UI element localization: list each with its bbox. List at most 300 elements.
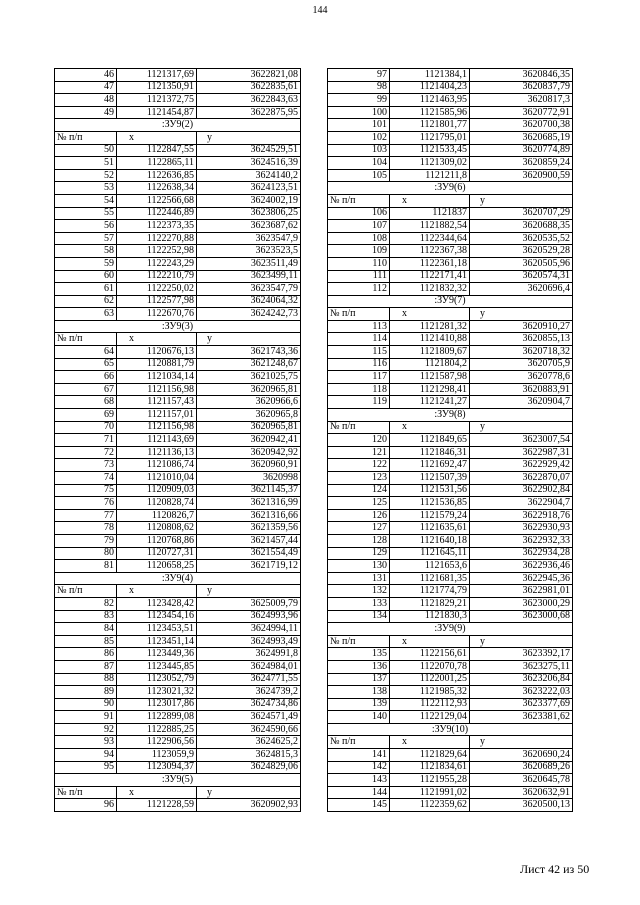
coord-x-cell: 1122070,78 [390,660,470,673]
point-number-cell: 117 [328,371,390,384]
coord-y-cell: 3622987,31 [470,446,573,459]
point-number-cell: 121 [328,446,390,459]
section-row [328,409,573,422]
coord-y-cell: 3624625,2 [197,736,301,749]
header-row [328,736,573,749]
header-row [55,333,301,346]
coord-y-cell: 3624516,39 [197,157,301,170]
table-row [328,547,573,560]
coord-x-cell: 1120828,74 [117,497,197,510]
coord-y-cell: 3623000,29 [470,597,573,610]
coord-x-cell: 1121829,64 [390,749,470,762]
table-row [328,648,573,661]
header-row [328,421,573,434]
coord-y-cell: 3623392,17 [470,648,573,661]
table-row [328,119,573,132]
coord-x-cell: 1121882,54 [390,220,470,233]
coord-y-cell: 3622945,36 [470,572,573,585]
header-row [55,131,301,144]
table-row [328,711,573,724]
point-number-cell: 76 [55,497,117,510]
coord-y-cell: 3624590,66 [197,723,301,736]
coord-y-cell: 3621359,56 [197,522,301,535]
table-row [55,157,301,170]
coord-y-cell: 3624242,73 [197,308,301,321]
coord-y-cell: 3621554,49 [197,547,301,560]
coord-y-header: y [470,421,573,434]
coord-x-cell: 1122670,76 [117,308,197,321]
table-row [55,736,301,749]
table-row [55,169,301,182]
point-number-cell: 95 [55,761,117,774]
coord-x-cell: 1121228,59 [117,799,197,812]
point-number-cell: 143 [328,774,390,787]
coord-x-cell: 1121837 [390,207,470,220]
coord-x-cell: 1121635,61 [390,522,470,535]
coord-x-cell: 1121653,6 [390,560,470,573]
coord-y-cell: 3624829,06 [197,761,301,774]
table-row [328,459,573,472]
table-row [55,484,301,497]
table-row [55,673,301,686]
table-row [328,220,573,233]
coord-y-cell: 3623222,03 [470,686,573,699]
coord-y-cell: 3620707,29 [470,207,573,220]
coordinates-table-left [54,68,301,812]
coord-y-cell: 3622936,46 [470,560,573,573]
coord-x-cell: 1122577,98 [117,295,197,308]
table-row [55,270,301,283]
coord-x-cell: 1121309,02 [390,157,470,170]
table-row [55,635,301,648]
point-number-cell: 67 [55,383,117,396]
point-number-header: № п/п [55,585,117,598]
coord-x-cell: 1122156,61 [390,648,470,661]
coord-y-cell: 3621457,44 [197,534,301,547]
table-row [328,333,573,346]
coord-y-cell: 3624993,49 [197,635,301,648]
point-number-cell: 104 [328,157,390,170]
coord-y-cell: 3624140,2 [197,169,301,182]
point-number-cell: 83 [55,610,117,623]
coord-y-cell: 3622902,84 [470,484,573,497]
coord-y-cell: 3620690,24 [470,749,573,762]
coord-x-cell: 1121350,91 [117,81,197,94]
point-number-cell: 139 [328,698,390,711]
coord-y-cell: 3621743,36 [197,346,301,359]
coord-x-cell: 1121281,32 [390,320,470,333]
point-number-cell: 89 [55,686,117,699]
section-label: :ЗУ9(6) [328,182,573,195]
table-row [328,69,573,82]
coord-x-cell: 1122885,25 [117,723,197,736]
coord-y-cell: 3620688,35 [470,220,573,233]
point-number-cell: 141 [328,749,390,762]
coord-x-cell: 1122899,08 [117,711,197,724]
point-number-cell: 87 [55,660,117,673]
point-number-cell: 59 [55,257,117,270]
table-row [328,446,573,459]
point-number-cell: 47 [55,81,117,94]
coord-y-cell: 3624734,86 [197,698,301,711]
point-number-cell: 135 [328,648,390,661]
table-row [328,371,573,384]
point-number-header: № п/п [328,635,390,648]
table-row [328,257,573,270]
coord-y-cell: 3620574,31 [470,270,573,283]
coord-x-cell: 1121585,96 [390,106,470,119]
coord-x-cell: 1121136,13 [117,446,197,459]
coord-y-cell: 3620965,81 [197,421,301,434]
point-number-cell: 65 [55,358,117,371]
coord-y-cell: 3623687,62 [197,220,301,233]
coord-y-cell: 3620700,38 [470,119,573,132]
table-row [328,94,573,107]
coord-y-cell: 3621025,75 [197,371,301,384]
coord-x-header: x [117,131,197,144]
point-number-cell: 128 [328,534,390,547]
table-row [55,799,301,812]
header-row [328,635,573,648]
table-row [328,81,573,94]
table-row [55,182,301,195]
sheet-counter: Лист 42 из 50 [520,862,590,876]
coord-x-header: x [117,585,197,598]
table-row [328,597,573,610]
point-number-cell: 88 [55,673,117,686]
coord-y-cell: 3621145,37 [197,484,301,497]
point-number-header: № п/п [55,786,117,799]
header-row [328,194,573,207]
coord-x-cell: 1122446,89 [117,207,197,220]
section-label: :ЗУ9(2) [55,119,301,132]
point-number-cell: 80 [55,547,117,560]
table-row [55,106,301,119]
coord-x-cell: 1121640,18 [390,534,470,547]
point-number-cell: 71 [55,434,117,447]
table-row [55,220,301,233]
point-number-cell: 64 [55,346,117,359]
point-number-cell: 124 [328,484,390,497]
table-row [55,761,301,774]
coord-y-cell: 3620774,89 [470,144,573,157]
point-number-cell: 113 [328,320,390,333]
coord-y-header: y [197,333,301,346]
section-label: :ЗУ9(9) [328,623,573,636]
table-row [55,232,301,245]
coord-y-cell: 3620817,3 [470,94,573,107]
table-row [328,131,573,144]
coord-y-cell: 3620942,41 [197,434,301,447]
coord-x-cell: 1121507,39 [390,472,470,485]
coord-y-cell: 3620645,78 [470,774,573,787]
coord-x-cell: 1121955,28 [390,774,470,787]
point-number-cell: 106 [328,207,390,220]
table-row [328,799,573,812]
coord-y-cell: 3620696,4 [470,283,573,296]
point-number-cell: 48 [55,94,117,107]
table-row [328,610,573,623]
point-number-cell: 116 [328,358,390,371]
table-row [328,560,573,573]
table-row [55,472,301,485]
coord-y-cell: 3621316,66 [197,509,301,522]
table-row [328,585,573,598]
coord-x-cell: 1122210,79 [117,270,197,283]
table-row [328,358,573,371]
point-number-cell: 52 [55,169,117,182]
point-number-cell: 77 [55,509,117,522]
point-number-cell: 134 [328,610,390,623]
coord-y-cell: 3624739,2 [197,686,301,699]
page-number: 144 [312,5,328,16]
coord-x-cell: 1123094,37 [117,761,197,774]
table-row [328,169,573,182]
point-number-cell: 112 [328,283,390,296]
coord-y-cell: 3622904,7 [470,497,573,510]
point-number-cell: 93 [55,736,117,749]
coord-y-cell: 3620535,52 [470,232,573,245]
coord-y-cell: 3621316,99 [197,497,301,510]
point-number-cell: 90 [55,698,117,711]
point-number-cell: 58 [55,245,117,258]
coord-x-cell: 1120909,03 [117,484,197,497]
coord-x-cell: 1122638,34 [117,182,197,195]
coord-x-cell: 1121454,87 [117,106,197,119]
table-row [55,534,301,547]
coord-x-cell: 1121086,74 [117,459,197,472]
point-number-cell: 98 [328,81,390,94]
point-number-cell: 72 [55,446,117,459]
coord-x-cell: 1122250,02 [117,283,197,296]
table-row [328,396,573,409]
point-number-cell: 111 [328,270,390,283]
coord-y-cell: 3622932,33 [470,534,573,547]
coord-x-cell: 1121156,98 [117,383,197,396]
coord-y-cell: 3620960,91 [197,459,301,472]
point-number-cell: 103 [328,144,390,157]
coord-x-cell: 1121801,77 [390,119,470,132]
section-row [328,182,573,195]
coord-y-cell: 3622843,63 [197,94,301,107]
coord-y-cell: 3620689,26 [470,761,573,774]
point-number-cell: 108 [328,232,390,245]
coord-y-cell: 3624064,32 [197,295,301,308]
point-number-cell: 118 [328,383,390,396]
coord-y-cell: 3623007,54 [470,434,573,447]
coord-x-cell: 1123449,36 [117,648,197,661]
point-number-cell: 49 [55,106,117,119]
coord-y-cell: 3624123,51 [197,182,301,195]
point-number-cell: 62 [55,295,117,308]
table-row [55,723,301,736]
point-number-header: № п/п [328,194,390,207]
coord-x-header: x [117,333,197,346]
coord-y-cell: 3620904,7 [470,396,573,409]
coord-x-header: x [117,786,197,799]
table-row [55,560,301,573]
coord-y-cell: 3620902,93 [197,799,301,812]
coord-y-header: y [470,308,573,321]
coord-x-cell: 1123445,85 [117,660,197,673]
coord-x-cell: 1122171,41 [390,270,470,283]
coord-x-cell: 1121143,69 [117,434,197,447]
coord-y-cell: 3620998 [197,472,301,485]
section-label: :ЗУ9(8) [328,409,573,422]
coord-y-cell: 3622918,76 [470,509,573,522]
table-row [328,106,573,119]
coord-y-cell: 3620966,6 [197,396,301,409]
coord-x-cell: 1122636,85 [117,169,197,182]
point-number-header: № п/п [55,333,117,346]
coord-y-cell: 3620883,91 [470,383,573,396]
table-row [55,94,301,107]
table-row [55,497,301,510]
section-label: :ЗУ9(10) [328,723,573,736]
coord-x-cell: 1123059,9 [117,749,197,762]
coord-x-cell: 1122566,68 [117,194,197,207]
point-number-cell: 144 [328,786,390,799]
coord-x-cell: 1121010,04 [117,472,197,485]
table-row [55,69,301,82]
table-row [55,686,301,699]
coord-y-cell: 3620910,27 [470,320,573,333]
coord-y-cell: 3622875,95 [197,106,301,119]
coord-x-cell: 1122270,88 [117,232,197,245]
point-number-cell: 142 [328,761,390,774]
coord-x-cell: 1123428,42 [117,597,197,610]
coord-x-cell: 1121241,27 [390,396,470,409]
table-row [55,396,301,409]
coord-x-cell: 1121991,02 [390,786,470,799]
coord-x-cell: 1123021,32 [117,686,197,699]
point-number-cell: 82 [55,597,117,610]
coord-y-cell: 3622934,28 [470,547,573,560]
section-label: :ЗУ9(3) [55,320,301,333]
point-number-cell: 61 [55,283,117,296]
table-row [55,547,301,560]
coord-x-cell: 1121211,8 [390,169,470,182]
point-number-cell: 74 [55,472,117,485]
coord-y-cell: 3620685,19 [470,131,573,144]
coord-y-cell: 3624815,3 [197,749,301,762]
table-row [55,610,301,623]
coord-y-header: y [470,635,573,648]
coord-x-cell: 1120881,79 [117,358,197,371]
coord-y-cell: 3620778,6 [470,371,573,384]
coord-y-header: y [197,786,301,799]
point-number-cell: 94 [55,749,117,762]
table-row [328,673,573,686]
table-row [55,81,301,94]
table-row [328,434,573,447]
point-number-cell: 75 [55,484,117,497]
coord-y-cell: 3623806,25 [197,207,301,220]
coord-x-cell: 1122344,64 [390,232,470,245]
table-row [55,194,301,207]
table-row [55,283,301,296]
point-number-cell: 78 [55,522,117,535]
coord-x-cell: 1121645,11 [390,547,470,560]
coord-x-cell: 1121531,56 [390,484,470,497]
coord-x-cell: 1123451,14 [117,635,197,648]
point-number-cell: 86 [55,648,117,661]
coord-y-cell: 3625009,79 [197,597,301,610]
table-row [55,597,301,610]
coord-x-cell: 1121404,23 [390,81,470,94]
coord-y-cell: 3622835,61 [197,81,301,94]
point-number-cell: 96 [55,799,117,812]
table-row [328,320,573,333]
point-number-cell: 101 [328,119,390,132]
coord-x-cell: 1121410,88 [390,333,470,346]
coord-y-cell: 3622930,93 [470,522,573,535]
point-number-cell: 100 [328,106,390,119]
point-number-cell: 130 [328,560,390,573]
coord-x-cell: 1120768,86 [117,534,197,547]
table-row [55,698,301,711]
point-number-cell: 109 [328,245,390,258]
coord-x-cell: 1121157,01 [117,409,197,422]
coord-y-cell: 3620632,91 [470,786,573,799]
table-row [328,157,573,170]
table-row [328,346,573,359]
coord-y-cell: 3624571,49 [197,711,301,724]
table-row [328,761,573,774]
coord-y-cell: 3623523,5 [197,245,301,258]
point-number-header: № п/п [328,421,390,434]
point-number-cell: 126 [328,509,390,522]
point-number-cell: 70 [55,421,117,434]
coord-x-cell: 1121034,14 [117,371,197,384]
coord-y-cell: 3624002,19 [197,194,301,207]
coord-x-cell: 1121681,35 [390,572,470,585]
table-row [328,774,573,787]
point-number-cell: 115 [328,346,390,359]
table-row [328,207,573,220]
table-row [328,522,573,535]
coord-x-cell: 1121298,41 [390,383,470,396]
table-row [55,434,301,447]
point-number-cell: 60 [55,270,117,283]
coord-x-cell: 1121692,47 [390,459,470,472]
coord-x-cell: 1121804,2 [390,358,470,371]
table-row [55,207,301,220]
coord-x-cell: 1122361,18 [390,257,470,270]
point-number-cell: 50 [55,144,117,157]
coord-x-cell: 1121830,3 [390,610,470,623]
table-row [328,270,573,283]
coord-x-cell: 1121372,75 [117,94,197,107]
coord-x-cell: 1120727,31 [117,547,197,560]
table-row [55,623,301,636]
coord-x-cell: 1120676,13 [117,346,197,359]
table-row [328,509,573,522]
coord-y-cell: 3620718,32 [470,346,573,359]
table-row [55,308,301,321]
table-row [55,346,301,359]
coord-y-cell: 3623547,79 [197,283,301,296]
coord-y-cell: 3622870,07 [470,472,573,485]
coord-x-cell: 1120658,25 [117,560,197,573]
table-row [328,484,573,497]
point-number-cell: 55 [55,207,117,220]
coord-y-cell: 3623206,84 [470,673,573,686]
coord-x-cell: 1120826,7 [117,509,197,522]
coord-x-cell: 1121774,79 [390,585,470,598]
point-number-cell: 127 [328,522,390,535]
section-row [55,774,301,787]
